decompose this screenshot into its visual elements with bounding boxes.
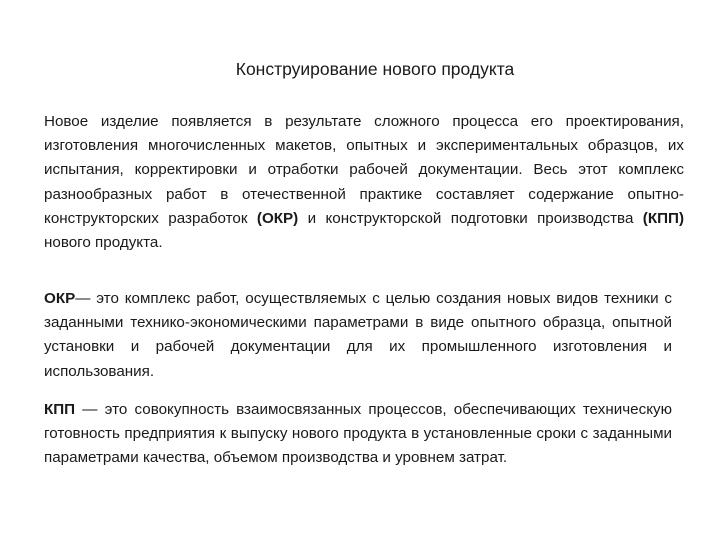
kpp-definition-paragraph (44, 398, 672, 471)
intro-text-c: нового продукта. (44, 234, 163, 252)
kpp-definition: — это совокупность взаимосвязанных процессов, обеспечивающих техническую готовность предприятия к выпуску нового продукта в установленные сроки с заданными параметрами качества, объемом производства и уровнем затрат. (44, 401, 672, 467)
kpp-term: КПП (44, 401, 76, 418)
okr-term: ОКР (44, 290, 76, 307)
okr-abbr: (ОКР) (256, 209, 299, 227)
okr-definition: — это комплекс работ, осуществляемых с целью создания новых видов техники с заданными технико-экономическими параметрами в виде опытного образца, опытной установки и рабочей документации для их промышленного изготовления и использования. (44, 290, 672, 380)
intro-text-b: и конструкторской подготовки производства (298, 209, 643, 227)
slide-title: Конструирование нового продукта (235, 59, 515, 79)
okr-definition-paragraph (44, 287, 672, 384)
kpp-abbr: (КПП) (642, 209, 684, 227)
intro-paragraph (44, 110, 684, 255)
intro-text-a: Новое изделие появляется в результате сложного процесса его проектирования, изготовления многочисленных макетов, опытных и экспериментальных образцов, их испытания, корректировки и отработки рабочей документации. Весь этот комплекс разнообразных работ в отечественной практике составляет содержание опытно-конструкторских разработок (44, 113, 684, 227)
